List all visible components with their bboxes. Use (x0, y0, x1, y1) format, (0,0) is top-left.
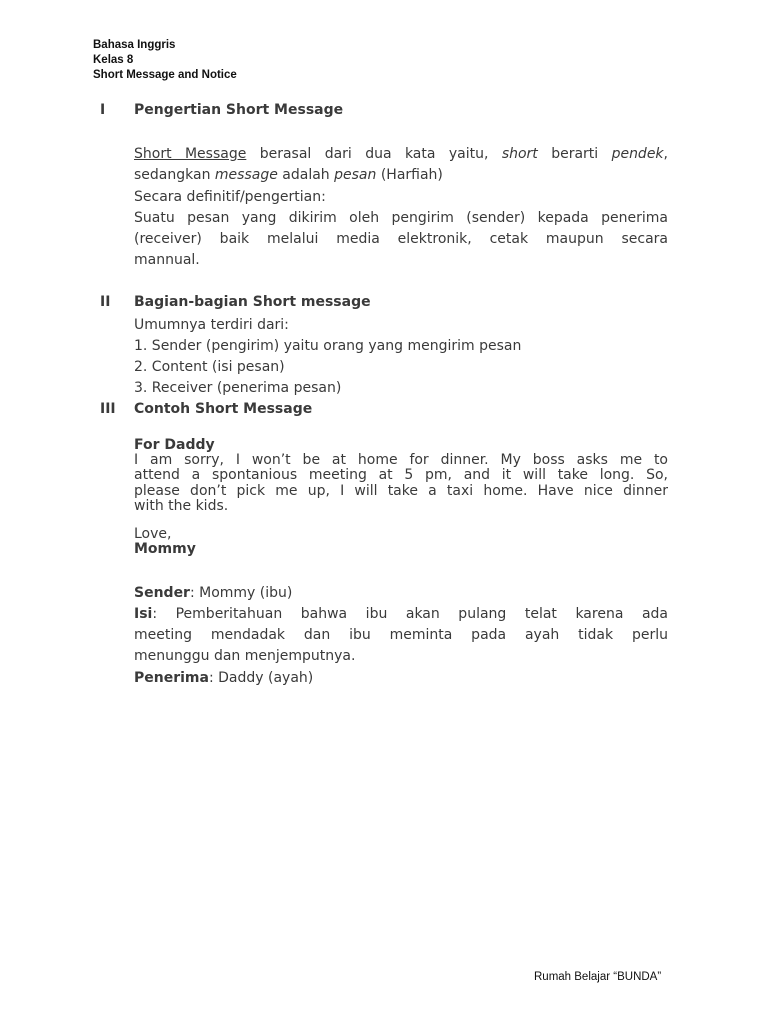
footer-text: Rumah Belajar “BUNDA” (534, 971, 662, 983)
list-item: 3. Receiver (penerima pesan) (134, 380, 342, 397)
subject-label: Bahasa Inggris (93, 39, 176, 51)
message-closing (134, 527, 196, 558)
isi-paragraph: Isi: Pemberitahuan bahwa ibu akan pulang telat karena ada meeting mendadak dan ibu meminta pada ayah tidak perlu menunggu dan menjemputnya. (134, 605, 668, 665)
message-body: I am sorry, I won’t be at home for dinner. My boss asks me to attend a spontanious meeting at 5 pm, and it will take long. So, please don’t pick me up, I will take a taxi home. Have nice dinner with the kids. (134, 452, 668, 514)
grade-label: Kelas 8 (93, 54, 134, 66)
section-2-numeral: II (100, 294, 111, 310)
list-item: 1. Sender (pengirim) yaitu orang yang mengirim pesan (134, 337, 522, 354)
section-2-intro: Umumnya terdiri dari: (134, 316, 289, 333)
section-1-paragraph-3: Suatu pesan yang dikirim oleh pengirim (sender) kepada penerima (receiver) baik melalui media elektronik, cetak maupun secara mannual. (134, 209, 668, 269)
section-3-title: Contoh Short Message (134, 401, 313, 417)
section-1-numeral: I (100, 102, 106, 118)
topic-label: Short Message and Notice (93, 69, 237, 81)
section-1-title: Pengertian Short Message (134, 102, 344, 118)
signature: Mommy (134, 541, 196, 558)
sender-line: Sender: Mommy (ibu) (134, 584, 293, 601)
closing-text: Love, (134, 526, 172, 542)
section-2-list (134, 315, 668, 400)
section-1-paragraph-1: Short Message berasal dari dua kata yaitu, short berarti pendek, (134, 146, 668, 162)
penerima-line: Penerima: Daddy (ayah) (134, 669, 314, 686)
section-2-title: Bagian-bagian Short message (134, 294, 371, 310)
term-short-message: Short Message (134, 146, 247, 162)
section-1-paragraph-2: Secara definitif/pengertian: (134, 188, 326, 205)
section-1-paragraph-1-line-2: sedangkan message adalah pesan (Harfiah) (134, 167, 443, 184)
message-recipient: For Daddy (134, 437, 215, 453)
document-header (93, 38, 237, 83)
list-item: 2. Content (isi pesan) (134, 359, 285, 376)
section-3-numeral: III (100, 401, 116, 417)
